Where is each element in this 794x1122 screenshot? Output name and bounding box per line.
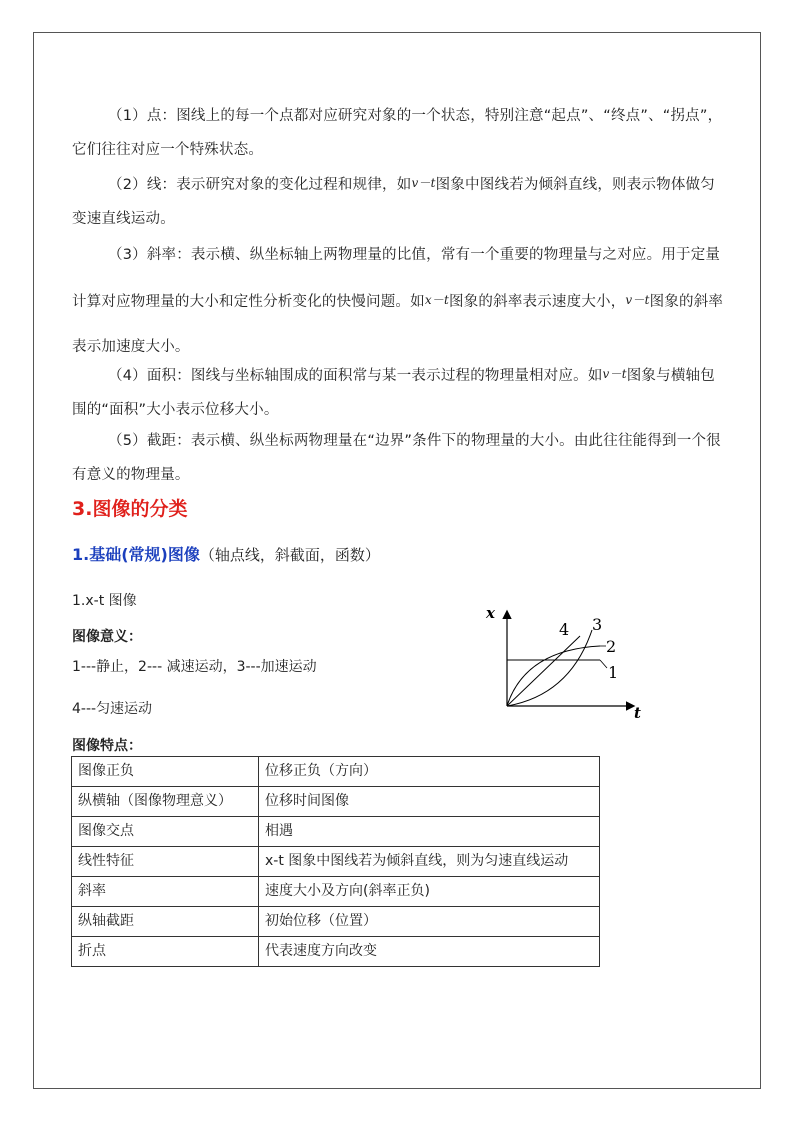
curve-label-3: 3 xyxy=(592,615,603,634)
table-row xyxy=(72,757,600,787)
paragraph-point-text: （1）点：图线上的每一个点都对应研究对象的一个状态，特别注意“起点”、“终点”、“拐点”，它们往往对应一个特殊状态。 xyxy=(72,108,723,158)
table-cell: x-t 图象中图线若为倾斜直线，则为匀速直线运动 xyxy=(259,847,600,877)
features-table xyxy=(71,756,600,967)
paragraph-line xyxy=(72,166,724,236)
table-cell: 速度大小及方向(斜率正负) xyxy=(259,877,600,907)
paragraph-slope xyxy=(72,233,724,370)
table-row xyxy=(72,937,600,967)
subsection-heading xyxy=(72,542,380,565)
curve-label-1: 1 xyxy=(608,663,619,682)
section-heading: 3.图像的分类 xyxy=(72,498,188,520)
paragraph-intercept-text: （5）截距：表示横、纵坐标两物理量在“边界”条件下的物理量的大小。由此往往能得到一个很有意义的物理量。 xyxy=(72,433,721,483)
table-row xyxy=(72,817,600,847)
paragraph-line-text-b: 图象中图线若为倾斜直线，则表示物体做匀变速直线运动。 xyxy=(72,177,715,227)
paragraph-slope-text-a: （3）斜率：表示横、纵坐标轴上两物理量的比值，常有一个重要的物理量与之对应。用于定量计算对应物理量的大小和定性分析变化的快慢问题。如 xyxy=(72,247,721,310)
curve-3 xyxy=(507,630,592,706)
leader-1 xyxy=(600,660,607,668)
paragraph-intercept xyxy=(72,424,724,492)
table-cell: 斜率 xyxy=(72,877,259,907)
table-cell: 图像交点 xyxy=(72,817,259,847)
table-cell: 纵轴截距 xyxy=(72,907,259,937)
curve-2 xyxy=(507,646,600,706)
xt-graph xyxy=(470,600,650,725)
table-cell: 线性特征 xyxy=(72,847,259,877)
table-row xyxy=(72,907,600,937)
meaning-label: 图像意义： xyxy=(72,629,142,645)
paragraph-area-text-a: （4）面积：图线与坐标轴围成的面积常与某一表示过程的物理量相对应。如 xyxy=(108,368,603,384)
x-axis-label: t xyxy=(634,704,641,722)
table-row xyxy=(72,787,600,817)
meaning-line-1: 1---静止，2--- 减速运动，3---加速运动 xyxy=(72,659,317,675)
vt-symbol: v－t xyxy=(602,367,627,381)
meaning-line-2: 4---匀速运动 xyxy=(72,701,153,717)
paragraph-area-text-b: 图象与横轴包围的“面积”大小表示位移大小。 xyxy=(72,368,715,418)
vt-symbol: v－t xyxy=(411,176,436,190)
table-cell: 折点 xyxy=(72,937,259,967)
subsection-note: （轴点线，斜截面，函数） xyxy=(199,546,380,564)
table-cell: 位移正负（方向） xyxy=(259,757,600,787)
xt-symbol: x－t xyxy=(424,293,450,307)
xt-title: 1.x-t 图像 xyxy=(72,593,137,609)
curve-4 xyxy=(507,636,580,706)
table-cell: 图像正负 xyxy=(72,757,259,787)
paragraph-area xyxy=(72,357,724,427)
curve-label-2: 2 xyxy=(606,637,617,656)
paragraph-slope-text-b: 图象的斜率表示速度大小， xyxy=(449,294,626,310)
table-cell: 位移时间图像 xyxy=(259,787,600,817)
table-cell: 代表速度方向改变 xyxy=(259,937,600,967)
table-cell: 初始位移（位置） xyxy=(259,907,600,937)
subsection-title: 1.基础(常规)图像 xyxy=(72,545,200,564)
paragraph-line-text-a: （2）线：表示研究对象的变化过程和规律，如 xyxy=(108,177,412,193)
paragraph-point xyxy=(72,99,724,167)
curve-label-4: 4 xyxy=(559,620,570,639)
features-label: 图像特点： xyxy=(72,738,142,754)
table-row xyxy=(72,847,600,877)
vt-symbol: v－t xyxy=(625,293,650,307)
table-cell: 纵横轴（图像物理意义） xyxy=(72,787,259,817)
table-row xyxy=(72,877,600,907)
paragraph-slope-text-c: 图象的斜率表示加速度大小。 xyxy=(72,294,724,355)
table-cell: 相遇 xyxy=(259,817,600,847)
y-axis-label: x xyxy=(486,604,495,622)
